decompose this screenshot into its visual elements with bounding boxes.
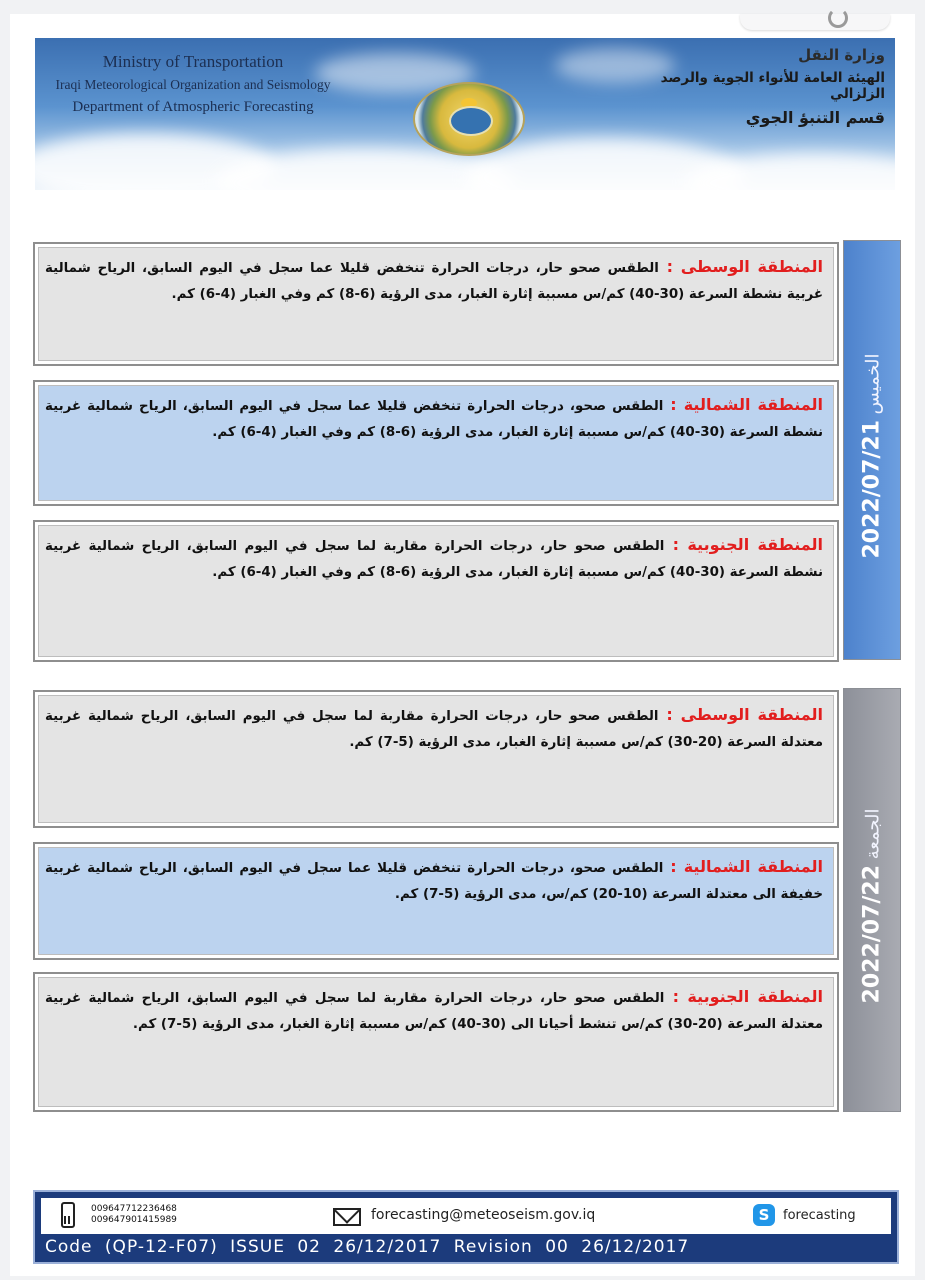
region-forecast-text: الطقس صحو حار، درجات الحرارة مقاربة لما سجل في اليوم السابق، الرياح شمالية غربية معتدلة السرعة (20-30) كم/س تنشط أحيانا الى (30-40) كم/س مسببة إثارة الغبار، مدى الرؤية (5-7) كم.: [45, 991, 823, 1032]
region-name: المنطقة الوسطى: [680, 257, 823, 276]
footer: [33, 1190, 899, 1264]
skype-handle[interactable]: forecasting: [783, 1208, 856, 1223]
ministry-name-ar: وزارة النقل: [798, 46, 885, 64]
skype-icon: S: [753, 1204, 775, 1226]
region-name: المنطقة الشمالية: [683, 857, 823, 876]
loading-icon: [828, 8, 848, 28]
region-forecast-text: الطقس صحو، درجات الحرارة تنخفض قليلا عما سجل في اليوم السابق، الرياح شمالية غربية نشطة السرعة (30-40) كم/س مسببة إثارة الغبار، مدى الرؤية (6-8) كم وفي الغبار (4-6) كم.: [45, 399, 823, 440]
region-forecast-text: الطقس صحو حار، درجات الحرارة تنخفض قليلا عما سجل في اليوم السابق، الرياح شمالية غربية نشطة السرعة (30-40) كم/س مسببة إثارة الغبار، مدى الرؤية (6-8) كم وفي الغبار (4-6) كم.: [45, 261, 823, 302]
forecast-panel-day1-north: المنطقة الشمالية : الطقس صحو، درجات الحرارة تنخفض قليلا عما سجل في اليوم السابق، الرياح شمالية غربية نشطة السرعة (30-40) كم/س مسببة إثارة الغبار، مدى الرؤية (6-8) كم وفي الغبار (4-6) كم.: [33, 380, 839, 506]
day-tab-1: [843, 240, 901, 660]
phone-numbers: [91, 1204, 177, 1226]
organization-name-en: Iraqi Meteorological Organization and Seismology: [55, 77, 331, 92]
region-forecast-text: الطقس صحو حار، درجات الحرارة مقاربة لما سجل في اليوم السابق، الرياح شمالية غربية نشطة السرعة (30-40) كم/س مسببة إثارة الغبار، مدى الرؤية (6-8) كم وفي الغبار (4-6) كم.: [45, 539, 823, 580]
region-name: المنطقة الشمالية: [683, 395, 823, 414]
region-forecast-text: الطقس صحو حار، درجات الحرارة مقاربة لما سجل في اليوم السابق، الرياح شمالية غربية معتدلة السرعة (20-30) كم/س مسببة إثارة الغبار، مدى الرؤية (5-7) كم.: [45, 709, 823, 750]
forecast-panel-day2-central: المنطقة الوسطى : الطقس صحو حار، درجات الحرارة مقاربة لما سجل في اليوم السابق، الرياح شمالية غربية معتدلة السرعة (20-30) كم/س مسببة إثارة الغبار، مدى الرؤية (5-7) كم.: [33, 690, 839, 828]
footer-contacts: [41, 1198, 891, 1234]
organization-name-ar: الهيئة العامة للأنواء الجوية والرصد الزلزالي: [660, 70, 885, 102]
ministry-name-en: Ministry of Transportation: [102, 52, 284, 71]
forecast-panel-day2-north: المنطقة الشمالية : الطقس صحو، درجات الحرارة تنخفض قليلا عما سجل في اليوم السابق، الرياح شمالية غربية خفيفة الى معتدلة السرعة (10-20) كم/س، مدى الرؤية (5-7) كم.: [33, 842, 839, 960]
forecast-panel-day1-central: المنطقة الوسطى : الطقس صحو حار، درجات الحرارة تنخفض قليلا عما سجل في اليوم السابق، الرياح شمالية غربية نشطة السرعة (30-40) كم/س مسببة إثارة الغبار، مدى الرؤية (6-8) كم وفي الغبار (4-6) كم.: [33, 242, 839, 366]
top-toolbar[interactable]: [740, 14, 890, 30]
phone-number-1[interactable]: 009647712236468: [91, 1204, 177, 1214]
forecast-panel-day2-south: المنطقة الجنوبية : الطقس صحو حار، درجات الحرارة مقاربة لما سجل في اليوم السابق، الرياح شمالية غربية معتدلة السرعة (20-30) كم/س تنشط أحيانا الى (30-40) كم/س مسببة إثارة الغبار، مدى الرؤية (5-7) كم.: [33, 972, 839, 1112]
day-name-1: الخميس: [862, 353, 884, 415]
region-name: المنطقة الوسطى: [680, 705, 824, 724]
day-tab-2: [843, 688, 901, 1112]
header-banner: [35, 38, 895, 190]
region-forecast-text: الطقس صحو، درجات الحرارة تنخفض قليلا عما سجل في اليوم السابق، الرياح شمالية غربية خفيفة الى معتدلة السرعة (10-20) كم/س، مدى الرؤية (5-7) كم.: [45, 861, 823, 902]
phone-icon: [61, 1202, 75, 1228]
department-name-en: Department of Atmospheric Forecasting: [72, 99, 314, 115]
header-arabic: [615, 46, 885, 127]
region-name: المنطقة الجنوبية: [687, 987, 824, 1006]
day-date-2: 2022/07/22: [859, 864, 885, 1004]
document-code: Code (QP-12-F07) ISSUE 02 26/12/2017 Revision 00 26/12/2017: [45, 1237, 690, 1257]
forecast-panel-day1-south: المنطقة الجنوبية : الطقس صحو حار، درجات الحرارة مقاربة لما سجل في اليوم السابق، الرياح شمالية غربية نشطة السرعة (30-40) كم/س مسببة إثارة الغبار، مدى الرؤية (6-8) كم وفي الغبار (4-6) كم.: [33, 520, 839, 662]
department-name-ar: قسم التنبؤ الجوي: [745, 108, 885, 127]
phone-number-2[interactable]: 009647901415989: [91, 1215, 177, 1225]
email-link[interactable]: forecasting@meteoseism.gov.iq: [371, 1207, 596, 1223]
header-english: [43, 52, 343, 116]
day-date-1: 2022/07/21: [859, 419, 885, 559]
region-name: المنطقة الجنوبية: [687, 535, 824, 554]
day-name-2: الجمعة: [862, 808, 884, 860]
mail-icon: [333, 1208, 361, 1226]
organization-logo-icon: [413, 82, 525, 156]
